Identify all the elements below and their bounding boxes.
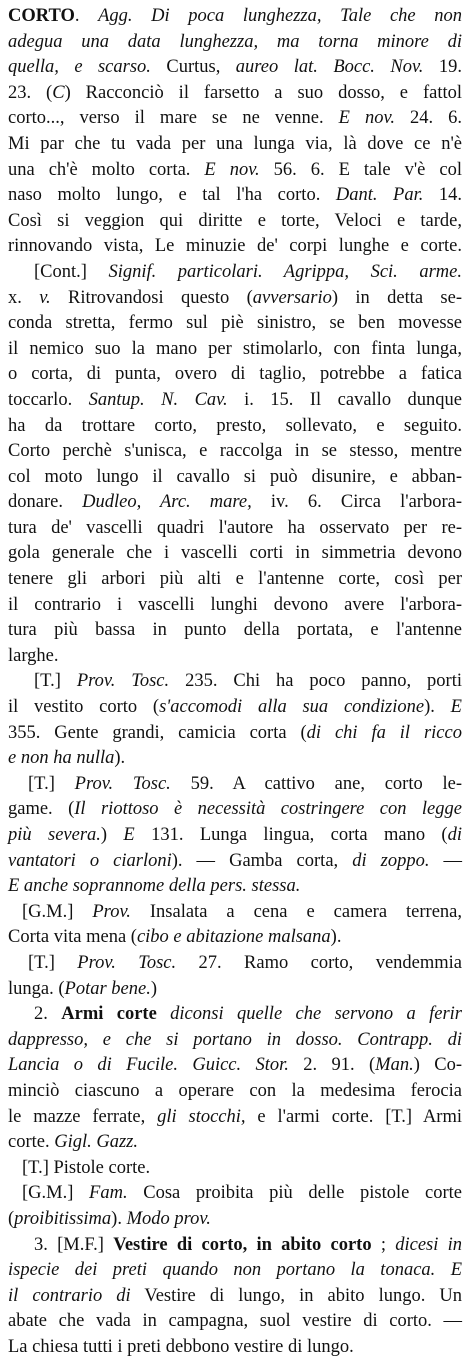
entry-line (8, 823, 462, 849)
entry-text: abate che vada in campagna, suol vestire di corto. — (8, 1311, 462, 1332)
entry-italic-text: Dant. Par. (335, 185, 424, 206)
entry-line (8, 1002, 462, 1028)
entry-text: il nemico suo la mano per stimolarlo, con finta lunga, (8, 338, 462, 359)
entry-text: lunga. ( (8, 978, 65, 999)
entry-line (8, 746, 462, 772)
entry-text: 56. 6. E tale v'è col (259, 159, 462, 180)
entry-italic-text: E nov. (338, 108, 395, 129)
entry-italic-text: il contrario di (8, 1285, 131, 1306)
entry-line (8, 311, 462, 337)
entry-text: 23. ( (8, 82, 53, 103)
entry-text: 24. 6. (394, 108, 463, 129)
entry-text: conda stretta, fermo sul piè sinistro, se ben movesse (8, 313, 462, 334)
entry-italic-text: Prov. (92, 901, 131, 922)
entry-italic-text: Santup. N. Cav. (88, 389, 228, 410)
entry-text: ha da trottare corto, presto, sollevato, e seguito. (8, 415, 462, 436)
entry-italic-text: Prov. Tosc. (74, 773, 171, 794)
entry-text: game. ( (8, 799, 75, 820)
entry-line (8, 1284, 462, 1310)
entry-text: ) (150, 978, 157, 999)
entry-line (8, 772, 462, 798)
entry-text: 355. Gente grandi, camicia corta ( (8, 722, 307, 743)
entry-line (8, 414, 462, 440)
entry-line (8, 1130, 462, 1156)
entry-line (8, 618, 462, 644)
entry-text: toccarlo. (8, 389, 89, 410)
entry-text: donare. (8, 492, 83, 513)
entry-italic-text: C (52, 82, 65, 103)
entry-line (8, 1233, 462, 1259)
entry-term: Armi corte (61, 1004, 157, 1025)
entry-italic-text: di (447, 825, 462, 845)
entry-text: Insalata a cena e camera terrena, (130, 901, 462, 922)
entry-line (8, 516, 462, 542)
entry-italic-text: v. (39, 287, 51, 308)
entry-italic-text: Man. (375, 1055, 414, 1076)
entry-text: Corta vita mena ( (8, 927, 137, 948)
entry-text: 235. Chi ha poco panno, porti (169, 671, 463, 692)
entry-text: Così si veggion qui diritte e torte, Veloci e tarde, (8, 210, 462, 231)
entry-line (8, 132, 462, 158)
entry-text: [T.] (28, 773, 75, 794)
entry-text: ) Co- (413, 1055, 462, 1076)
entry-text: corto..., verso il mare se ne venne. (8, 108, 339, 129)
entry-line (8, 286, 462, 312)
entry-term: CORTO (8, 6, 75, 26)
entry-text: [T.] Pistole corte. (22, 1157, 151, 1178)
entry-line (8, 362, 462, 388)
entry-text: i. 15. Il cavallo dunque (227, 389, 462, 410)
dictionary-entry-corto (8, 4, 462, 1360)
entry-text: 27. Ramo corto, vendemmia (176, 952, 463, 973)
entry-text: ). (424, 697, 451, 718)
entry-line (8, 977, 462, 1003)
entry-line (8, 849, 462, 875)
entry-line (8, 951, 462, 977)
entry-text: naso molto lungo, e tal l'ha corto. (8, 185, 336, 206)
entry-text: [G.M.] (22, 1183, 90, 1204)
entry-italic-text: Lancia o di Fucile. Guicc. Stor. (8, 1055, 289, 1076)
entry-text: Ritrovandosi questo ( (50, 287, 253, 308)
entry-text: 19. (423, 57, 463, 78)
entry-line (8, 81, 462, 107)
entry-text: 131. Lunga lingua, corta mano ( (134, 825, 448, 845)
entry-line (8, 1053, 462, 1079)
entry-line (8, 106, 462, 132)
entry-text: le mazze ferrate, (8, 1106, 158, 1127)
entry-text: Cosa proibita più delle pistole corte (127, 1183, 462, 1204)
entry-term: Vestire di corto, in abito corto (113, 1234, 372, 1255)
entry-text: il vestito corto ( (8, 697, 160, 718)
entry-line (8, 593, 462, 619)
entry-text: [Cont.] (34, 261, 109, 282)
entry-line (8, 1309, 462, 1335)
entry-text: ). (111, 1208, 127, 1229)
entry-text: gola generale che i vascelli corti in simmetria devono (8, 543, 462, 564)
entry-text: La chiesa tutti i preti debbono vestire di lungo. (8, 1336, 354, 1357)
entry-italic-text: Prov. Tosc. (76, 671, 170, 692)
entry-text: o corta, di punta, overo di taglio, potrebbe a fatica (8, 364, 462, 385)
entry-italic-text: Prov. Tosc. (77, 952, 177, 973)
entry-line (8, 337, 462, 363)
entry-italic-text: adegua una data lunghezza, ma torna minore di (8, 31, 462, 52)
entry-line (8, 209, 462, 235)
entry-line (8, 925, 462, 951)
entry-text: . (74, 6, 99, 26)
entry-text: 2. (34, 1004, 62, 1025)
entry-line (8, 1156, 462, 1182)
entry-text: il contrario i vascelli lunghi devono avere l'arbora- (8, 594, 462, 615)
entry-line (8, 55, 462, 81)
entry-line (8, 721, 462, 747)
entry-text (157, 1004, 170, 1024)
entry-text: col moto lungo il cavallo si può disunire, e abban- (8, 466, 462, 487)
entry-text: iv. 6. Circa l'arbora- (251, 492, 462, 513)
entry-text: ( (8, 1208, 15, 1229)
entry-line (8, 234, 462, 260)
entry-italic-text: E (123, 825, 135, 845)
entry-italic-text: vantatori o ciarloni (8, 850, 172, 871)
entry-text: larghe. (8, 645, 59, 666)
entry-line (8, 439, 462, 465)
entry-text: una ch'è molto corta. (8, 159, 205, 180)
entry-italic-text: E (450, 697, 462, 718)
entry-line (8, 260, 462, 286)
entry-text: rinnovando vista, Le minuzie de' corpi lunghe e corte. (8, 236, 462, 257)
entry-text: ) (100, 825, 124, 845)
entry-text: Corto perchè s'unisca, e raccolga in se stesso, mentre (8, 441, 462, 462)
entry-text: ). (330, 927, 342, 948)
entry-line (8, 183, 462, 209)
entry-italic-text: s'accomodi alla sua condizione (159, 697, 425, 718)
entry-italic-text: Agg. Di poca lunghezza, Tale che non (98, 6, 462, 26)
entry-line (8, 465, 462, 491)
entry-italic-text: cibo e abitazione malsana (136, 927, 331, 948)
entry-line (8, 4, 462, 30)
entry-text: e l'armi corte. [T.] Armi (245, 1106, 462, 1127)
entry-line (8, 30, 462, 56)
entry-italic-text: proibitissima (14, 1208, 112, 1229)
entry-text: minciò ciascuno a operare con la medesima ferocia (8, 1080, 462, 1101)
entry-italic-text: di zoppo. (352, 850, 430, 871)
entry-line (8, 797, 462, 823)
entry-line (8, 158, 462, 184)
entry-line (8, 1105, 462, 1131)
entry-text: [T.] (28, 952, 78, 973)
entry-line (8, 1335, 462, 1360)
entry-text: 14. (423, 185, 463, 206)
entry-text: x. (8, 287, 40, 308)
entry-line (8, 695, 462, 721)
entry-line (8, 1207, 462, 1233)
entry-line (8, 1258, 462, 1284)
entry-italic-text: E anche soprannome della pers. stessa. (8, 876, 301, 897)
entry-italic-text: Il riottoso è necessità costringere con legge (74, 799, 462, 820)
entry-text: ; (371, 1234, 396, 1255)
entry-italic-text: Dudleo, Arc. mare, (82, 492, 252, 513)
entry-line (8, 1181, 462, 1207)
entry-line (8, 1079, 462, 1105)
entry-italic-text: dicesi in (395, 1234, 462, 1255)
entry-line (8, 1028, 462, 1054)
entry-line (8, 567, 462, 593)
entry-italic-text: Gigl. Gazz. (54, 1132, 139, 1153)
entry-text: 2. 91. ( (288, 1055, 376, 1076)
entry-text: Curtus, (150, 57, 236, 78)
entry-text: tenere gli arbori più alti e l'antenne corte, così per (8, 569, 462, 590)
entry-text: ). — Gamba corta, (171, 850, 353, 871)
entry-italic-text: avversario (252, 287, 332, 308)
entry-italic-text: Potar bene. (64, 978, 151, 999)
entry-line (8, 388, 462, 414)
entry-line (8, 644, 462, 670)
entry-italic-text: e non ha nulla (8, 748, 115, 769)
entry-text: Mi par che tu vada per una lunga via, là dove ce n'è (8, 133, 462, 154)
entry-italic-text: ispecie dei preti quando non portano la tonaca. E (8, 1260, 462, 1281)
entry-italic-text: gli stocchi, (157, 1106, 246, 1127)
entry-italic-text: quella, e scarso. (8, 57, 151, 78)
entry-italic-text: Signif. particolari. Agrippa, Sci. arme. (108, 261, 462, 282)
entry-text: [G.M.] (22, 901, 93, 922)
entry-text: ) in detta se- (331, 287, 462, 308)
entry-italic-text: dappresso, e che si portano in dosso. Contrapp. di (8, 1029, 462, 1050)
entry-text: Vestire di lungo, in abito lungo. Un (130, 1285, 462, 1306)
entry-line (8, 900, 462, 926)
entry-text: [T.] (34, 671, 77, 692)
entry-italic-text: Modo prov. (126, 1208, 211, 1229)
entry-text: 59. A cattivo ane, corto le- (170, 773, 462, 794)
entry-text: — (429, 850, 462, 871)
entry-text: 3. [M.F.] (34, 1234, 114, 1255)
entry-italic-text: Fam. (89, 1183, 128, 1204)
entry-line (8, 874, 462, 900)
entry-text: corte. (8, 1132, 55, 1153)
entry-text: tura de' vascelli quadri l'autore ha osservato per re- (8, 517, 462, 538)
entry-italic-text: aureo lat. Bocc. Nov. (235, 57, 424, 78)
entry-italic-text: diconsi quelle che servono a ferir (170, 1004, 463, 1025)
entry-text: ). (114, 748, 126, 769)
entry-italic-text: di chi fa il ricco (306, 722, 462, 743)
entry-line (8, 669, 462, 695)
entry-line (8, 490, 462, 516)
entry-italic-text: E nov. (204, 159, 260, 180)
entry-text: tura più bassa in punto della portata, e l'antenne (8, 620, 462, 641)
entry-line (8, 541, 462, 567)
entry-italic-text: più severa. (8, 825, 101, 845)
entry-text: ) Racconciò il farsetto a suo dosso, e fattol (64, 82, 462, 103)
